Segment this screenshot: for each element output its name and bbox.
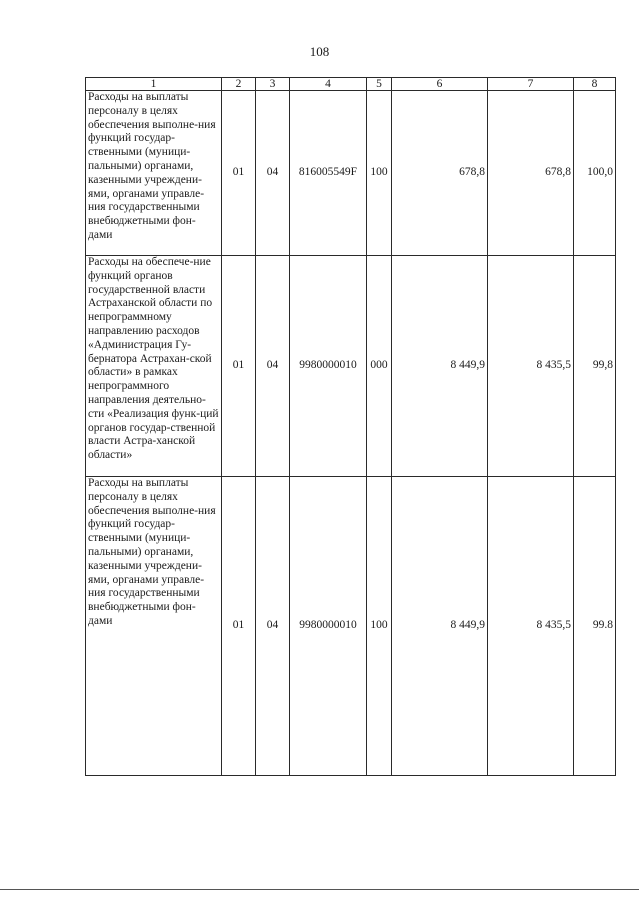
row-planned-amount: 678,8 (392, 91, 488, 256)
header-cell-7: 7 (488, 78, 574, 91)
table-header-row (86, 78, 616, 91)
row-planned-amount: 8 449,9 (392, 256, 488, 477)
row-execution-percent: 100,0 (574, 91, 616, 256)
table-row (86, 256, 616, 477)
page-number: 108 (309, 44, 330, 59)
header-cell-2: 2 (222, 78, 256, 91)
row-subsection: 04 (256, 477, 290, 776)
row-subsection: 04 (256, 256, 290, 477)
row-section: 01 (222, 477, 256, 776)
header-cell-6: 6 (392, 78, 488, 91)
row-subsection: 04 (256, 91, 290, 256)
header-cell-3: 3 (256, 78, 290, 91)
row-execution-percent: 99.8 (574, 477, 616, 776)
row-description: Расходы на выплаты персоналу в целях обеспечения выполне-ния функций государ-ственными (муници-пальными) органами, казенными учреждени-ями, органами управле-ния государственными внебюджетными фон-дами (86, 477, 222, 776)
row-expense-type: 000 (367, 256, 392, 477)
header-cell-1: 1 (86, 78, 222, 91)
row-executed-amount: 8 435,5 (488, 477, 574, 776)
row-section: 01 (222, 91, 256, 256)
header-cell-8: 8 (574, 78, 616, 91)
header-cell-4: 4 (290, 78, 367, 91)
row-expense-type: 100 (367, 91, 392, 256)
row-target-code: 816005549F (290, 91, 367, 256)
header-cell-5: 5 (367, 78, 392, 91)
row-target-code: 9980000010 (290, 477, 367, 776)
budget-table (85, 77, 616, 776)
row-description: Расходы на выплаты персоналу в целях обеспечения выполне-ния функций государ-ственными (муници-пальными) органами, казенными учреждени-ями, органами управле-ния государственными внебюджетными фон-дами (86, 91, 222, 256)
row-execution-percent: 99,8 (574, 256, 616, 477)
row-section: 01 (222, 256, 256, 477)
row-planned-amount: 8 449,9 (392, 477, 488, 776)
row-executed-amount: 8 435,5 (488, 256, 574, 477)
row-description: Расходы на обеспече-ние функций органов государственной власти Астраханской области по непрограммному направлению расходов «Администрация Гу-бернатора Астрахан-ской области» в рамках непрограммного направления деятельно-сти «Реализация функ-ций органов государ-ственной власти Астра-ханской области» (86, 256, 222, 477)
bottom-scan-edge (0, 889, 639, 890)
table-row (86, 477, 616, 776)
row-expense-type: 100 (367, 477, 392, 776)
row-target-code: 9980000010 (290, 256, 367, 477)
row-executed-amount: 678,8 (488, 91, 574, 256)
table-row (86, 91, 616, 256)
